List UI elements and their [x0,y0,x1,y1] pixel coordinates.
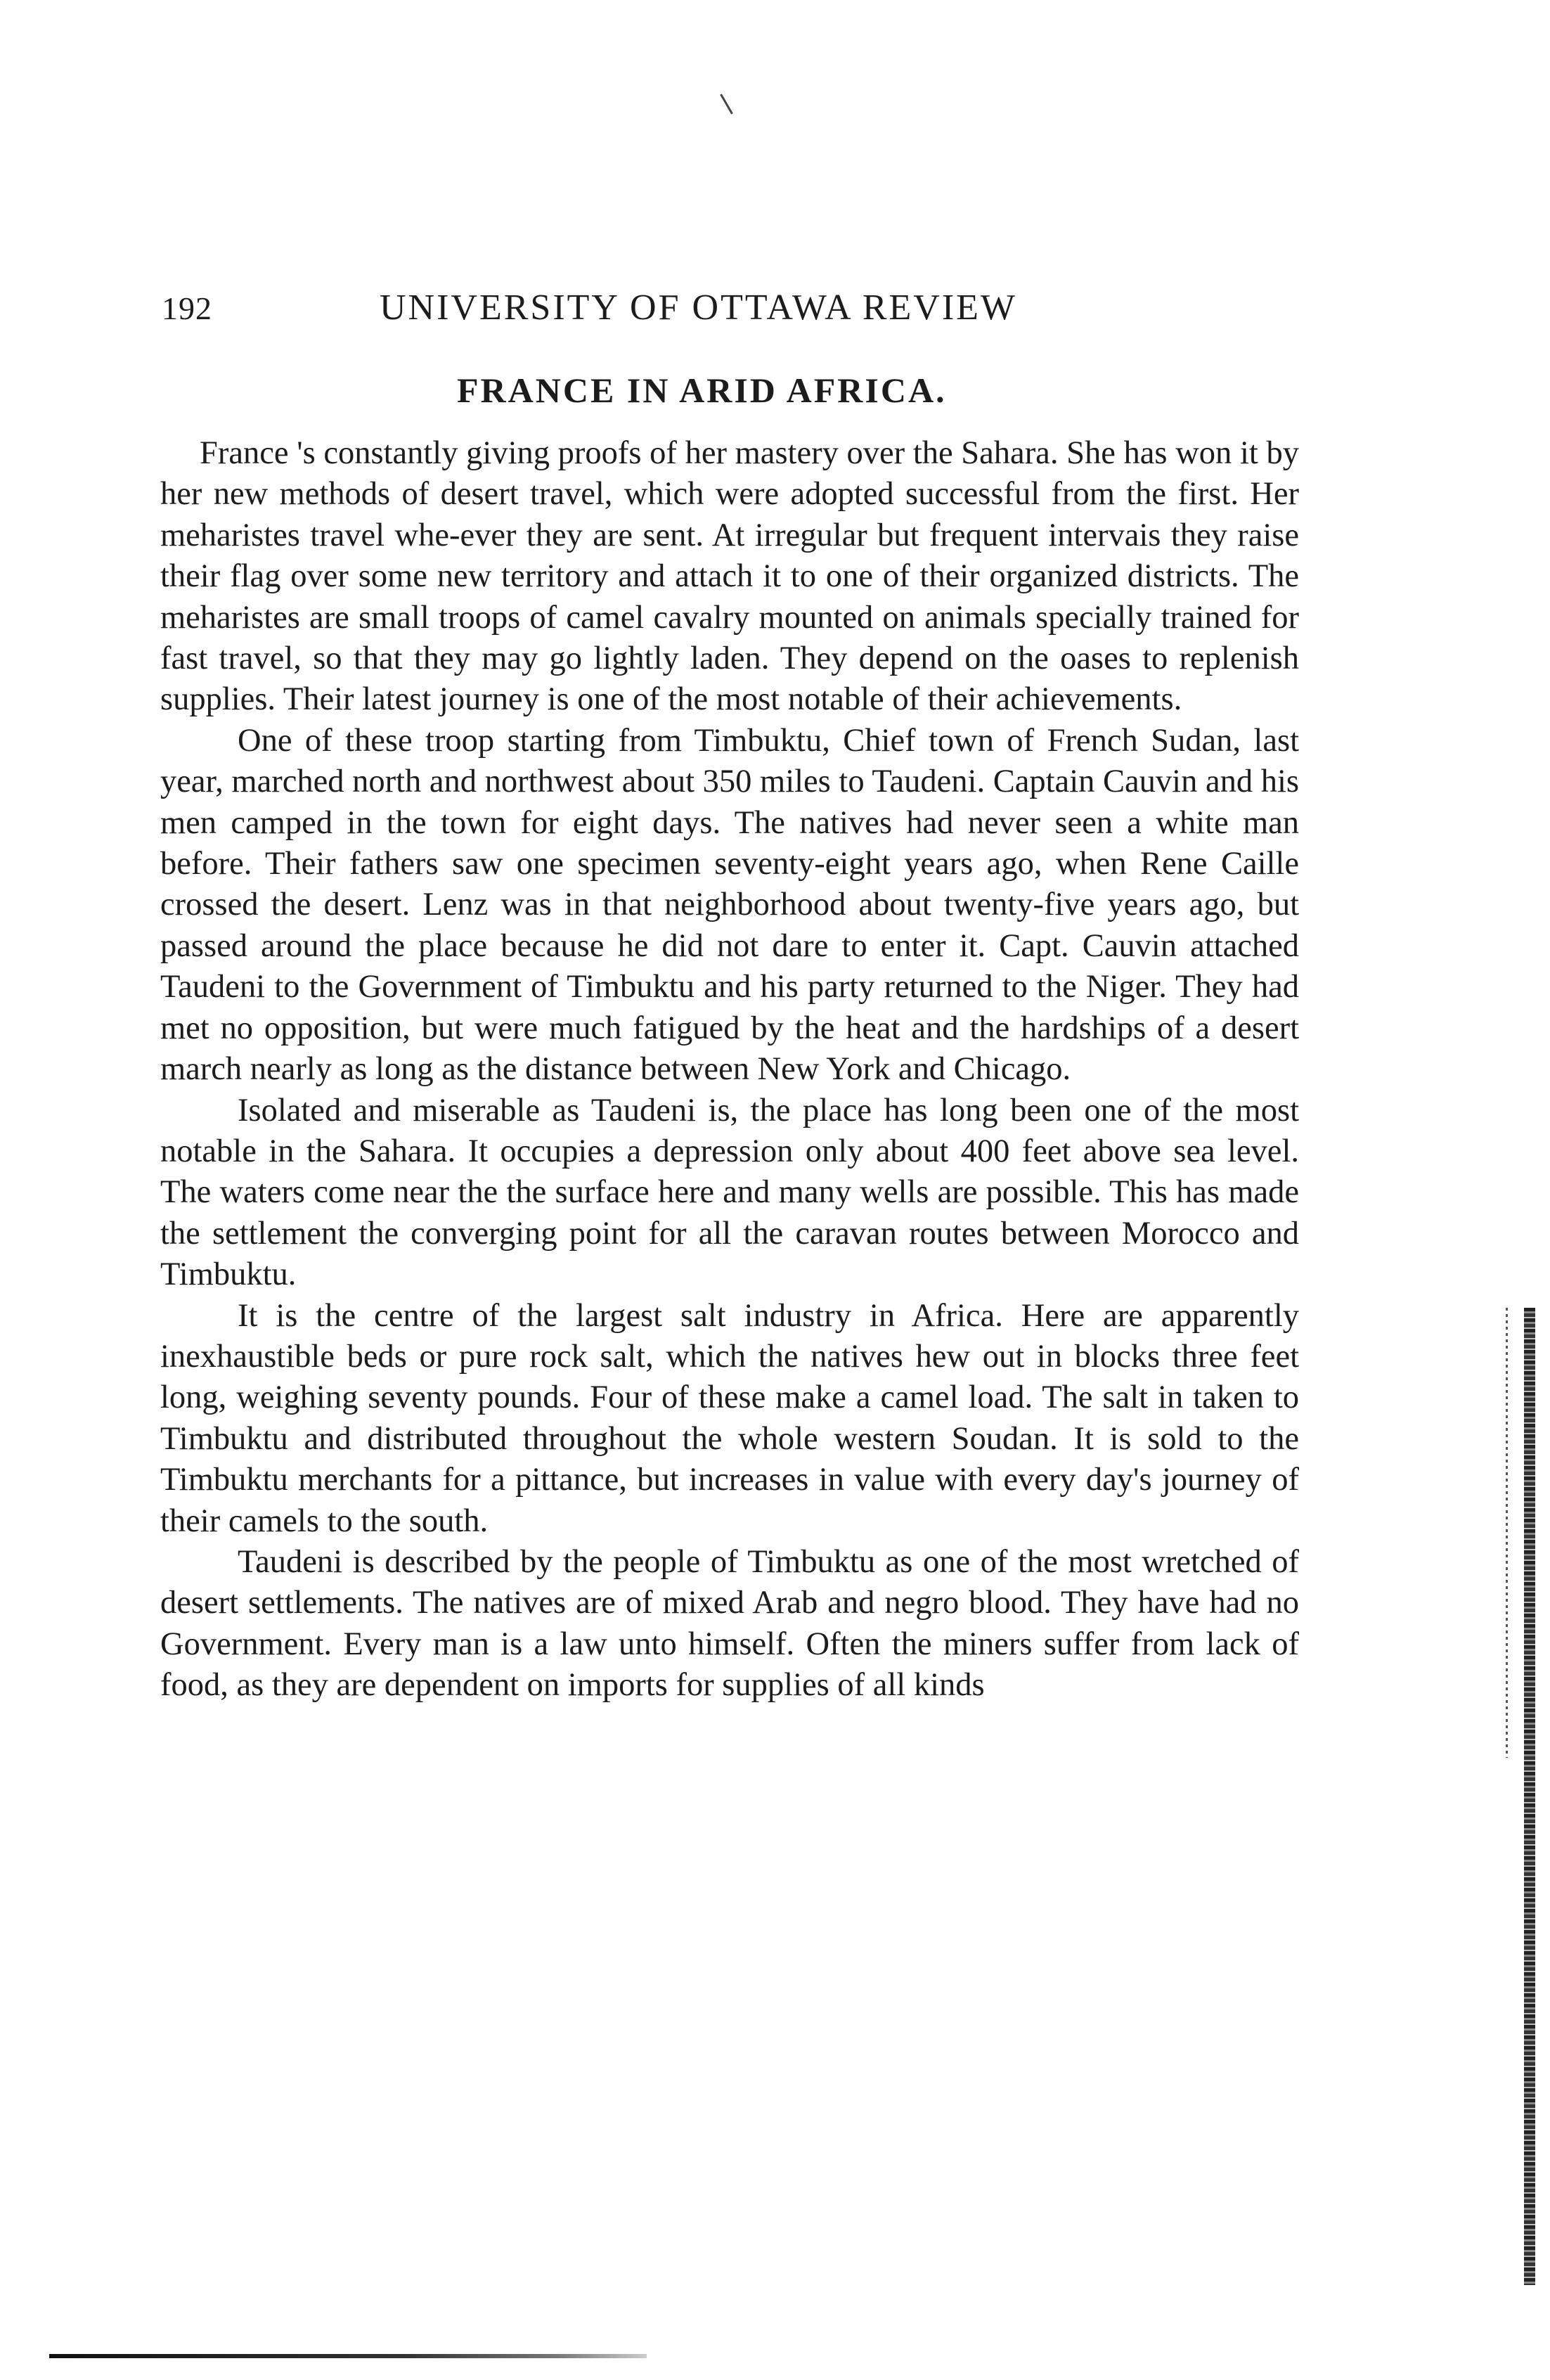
paragraph: It is the centre of the largest salt industry in Africa. Here are apparently inexhaustible beds or pure rock salt, which the natives hew out in blocks three feet long, weighing seventy pounds. Four of these make a camel load. The salt in taken to Timbuktu and distributed throughout the whole western Soudan. It is sold to the Timbuktu merchants for a pittance, but increases in value with every day's journey of their camels to the south. [160,1297,1299,1539]
paragraph: One of these troop starting from Timbuktu, Chief town of French Sudan, last year, marched north and northwest about 350 miles to Taudeni. Captain Cauvin and his men camped in the town for eight days. The natives had never seen a white man before. Their fathers saw one specimen seventy-eight years ago, when Rene Caille crossed the desert. Lenz was in that neighborhood about twenty-five years ago, but passed around the place because he did not dare to enter it. Capt. Cauvin attached Taudeni to the Government of Timbuktu and his party returned to the Niger. They had met no opposition, but were much fatigued by the heat and the hardships of a desert march nearly as long as the distance between New York and Chicago. [160,722,1299,1088]
running-head [162,281,1160,330]
scan-edge-artifact [1524,1308,1535,2285]
ink-speck [720,94,733,114]
paragraph: France 's constantly giving proofs of her mastery over the Sahara. She has won it by her new methods of desert travel, which were adopted successful from the first. Her meharistes travel whe-ever they are sent. At irregular but frequent intervais they raise their flag over some new territory and attach it to one of their organized districts. The meharistes are small troops of camel cavalry mounted on animals specially trained for fast travel, so that they may go lightly laden. They depend on the oases to replenish supplies. Their latest journey is one of the most notable of their achievements. [160,435,1299,718]
paragraph: Isolated and miserable as Taudeni is, the place has long been one of the most notable in the Sahara. It occupies a depression only about 400 feet above sea level. The waters come near the the surface here and many wells are possible. This has made the settlement the converging point for all the caravan routes between Morocco and Timbuktu. [160,1092,1299,1293]
article-body [160,433,1299,1706]
paragraph: Taudeni is described by the people of Timbuktu as one of the most wretched of desert settlements. The natives are of mixed Arab and negro blood. They have had no Government. Every man is a law unto himself. Often the miners suffer from lack of food, as they are dependent on imports for supplies of all kinds [160,1543,1299,1704]
page-number: 192 [162,290,212,326]
scan-edge-artifact [1506,1308,1508,1758]
article-title: FRANCE IN ARID AFRICA. [457,371,947,410]
scan-bottom-artifact [49,2354,647,2358]
journal-title: UNIVERSITY OF OTTAWA REVIEW [380,288,1017,328]
